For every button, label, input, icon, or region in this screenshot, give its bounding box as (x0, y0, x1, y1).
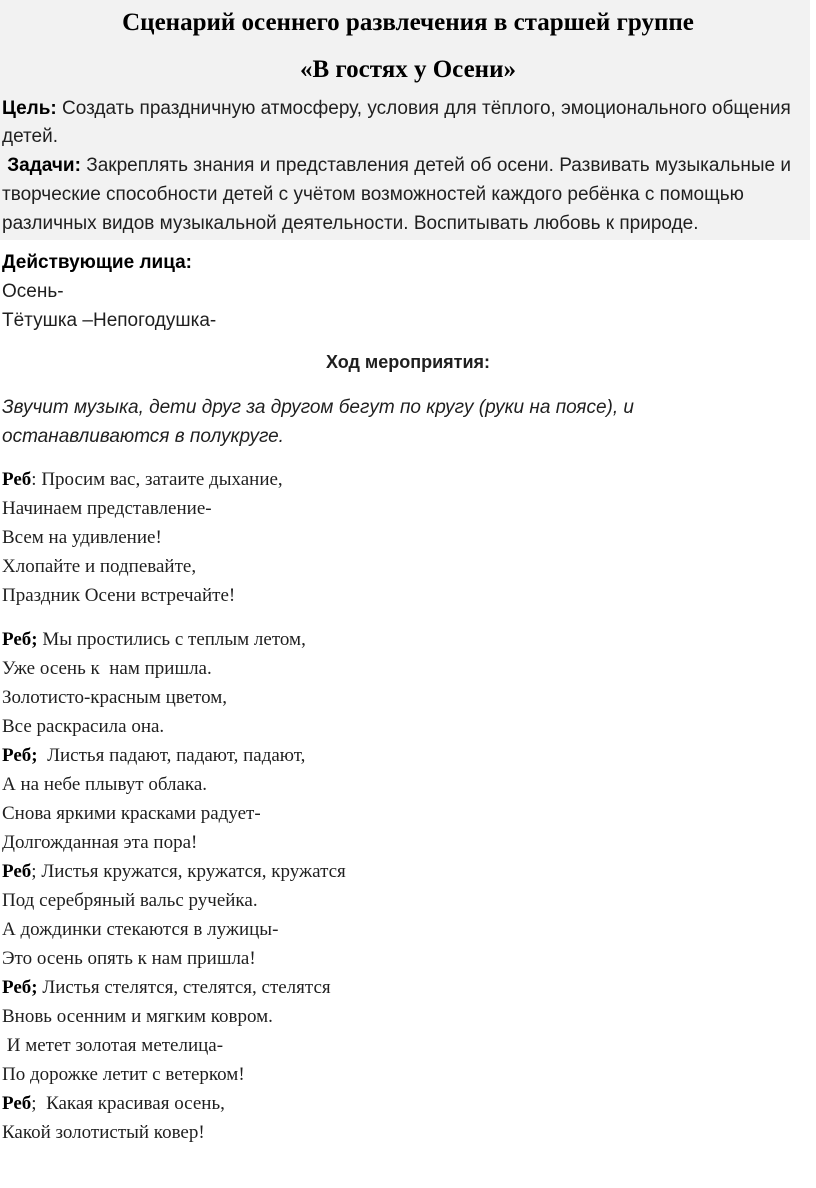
poem-line-text: Начинаем представление- (2, 498, 212, 519)
poem-line (2, 494, 802, 523)
speaker-label: Реб; (2, 629, 38, 650)
document-subtitle: «В гостях у Осени» (300, 56, 516, 83)
speaker-label: Реб (2, 1093, 32, 1114)
course-heading: Ход мероприятия: (325, 352, 491, 372)
poem-line-text: Снова яркими красками радует- (2, 803, 261, 824)
tasks-paragraph (2, 151, 816, 238)
goal-label: Цель: (2, 98, 57, 119)
poem-line-text: Праздник Осени встречайте! (2, 585, 236, 606)
role-item: Тётушка –Непогодушка- (2, 310, 217, 331)
tasks-label: Задачи: (2, 155, 81, 176)
poem-line-text: Уже осень к нам пришла. (2, 658, 212, 679)
poem-line (2, 944, 802, 973)
poem-line (2, 915, 802, 944)
poem-line (2, 581, 802, 610)
roles-section (2, 248, 216, 335)
poem-line (2, 712, 802, 741)
poem-line (2, 1089, 802, 1118)
poem-line (2, 857, 802, 886)
poem-line (2, 886, 802, 915)
poem-line (2, 741, 802, 770)
poem-line (2, 973, 802, 1002)
poem-line (2, 523, 802, 552)
poem-line (2, 828, 802, 857)
poem-line-text: Какой золотистый ковер! (2, 1122, 205, 1143)
poem-line-text: : Просим вас, затаите дыхание, (31, 469, 283, 490)
poem-line-text: Долгожданная эта пора! (2, 832, 198, 853)
poem-block-1 (2, 465, 802, 610)
document-title: Сценарий осеннего развлечения в старшей группе (122, 9, 694, 36)
poem-line (2, 770, 802, 799)
poem-line-text: Под серебряный вальс ручейка. (2, 890, 258, 911)
poem-line (2, 654, 802, 683)
poem-line-text: Всем на удивление! (2, 527, 162, 548)
poem-line-text: ; Листья кружатся, кружатся, кружатся (31, 861, 346, 882)
poem-line (2, 799, 802, 828)
poem-line (2, 683, 802, 712)
poem-line-text: Хлопайте и подпевайте, (2, 556, 197, 577)
poem-block-2 (2, 625, 802, 1147)
tasks-text: Закреплять знания и представления детей об осени. Развивать музыкальные и творческие способности детей с учётом возможностей каждого ребёнка с помощью различных видов музыкальной деятельности. Воспитывать любовь к природе. (2, 155, 791, 234)
poem-line-text: А на небе плывут облака. (2, 774, 208, 795)
poem-line (2, 1118, 802, 1147)
poem-line (2, 552, 802, 581)
poem-line-text: Вновь осенним и мягким ковром. (2, 1006, 273, 1027)
poem-line-text: Золотисто-красным цветом, (2, 687, 228, 708)
poem-line-text: А дождинки стекаются в лужицы- (2, 919, 279, 940)
stage-direction: Звучит музыка, дети друг за другом бегут по кругу (руки на поясе), и останавливаются в полукруге. (2, 397, 634, 447)
poem-line (2, 625, 802, 654)
poem-line (2, 465, 802, 494)
poem-line-text: И метет золотая метелица- (2, 1035, 224, 1056)
poem-line-text: Листья стелятся, стелятся, стелятся (37, 977, 331, 998)
poem-line-text: По дорожке летит с ветерком! (2, 1064, 245, 1085)
goal-text: Создать праздничную атмосферу, условия для тёплого, эмоционального общения детей. (2, 98, 791, 147)
speaker-label: Реб; (2, 745, 38, 766)
poem-line-text: Все раскрасила она. (2, 716, 165, 737)
poem-line (2, 1060, 802, 1089)
speaker-label: Реб (2, 469, 32, 490)
roles-heading: Действующие лица: (2, 252, 192, 273)
goal-paragraph (2, 95, 816, 151)
poem-line (2, 1031, 802, 1060)
poem-line-text: ; Какая красивая осень, (31, 1093, 225, 1114)
role-item: Осень- (2, 281, 64, 302)
poem-line (2, 1002, 802, 1031)
poem-line-text: Это осень опять к нам пришла! (2, 948, 256, 969)
speaker-label: Реб (2, 861, 32, 882)
poem-line-text: Мы простились с теплым летом, (37, 629, 306, 650)
poem-line-text: Листья падают, падают, падают, (37, 745, 306, 766)
speaker-label: Реб; (2, 977, 38, 998)
